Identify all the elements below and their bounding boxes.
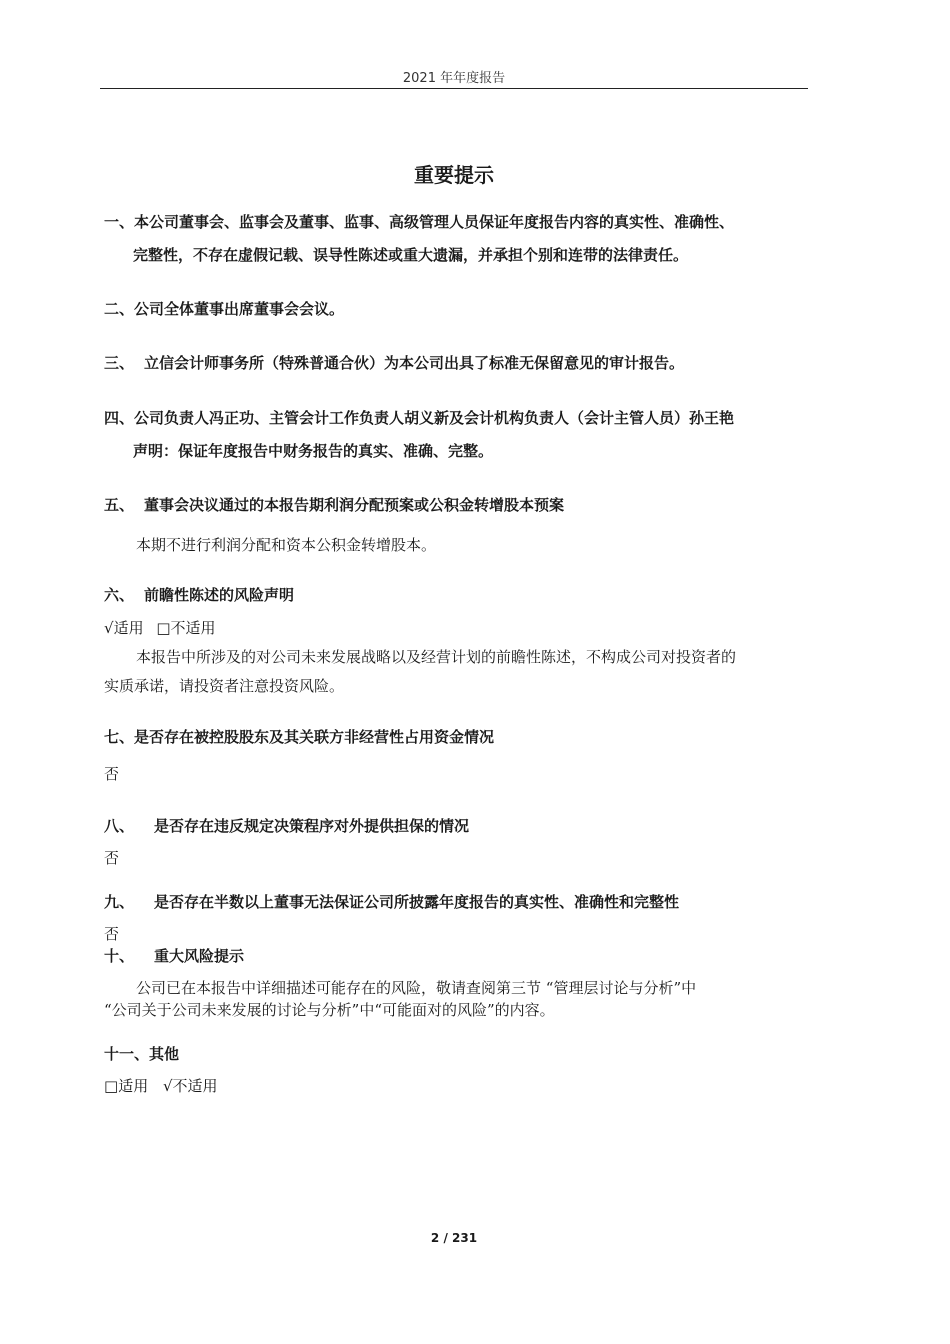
running-header: 2021 年年度报告 xyxy=(402,71,506,86)
item-10-heading-text: 重大风险提示 xyxy=(154,947,245,965)
item-10-body-line-1: 公司已在本报告中详细描述可能存在的风险，敬请查阅第三节 “管理层讨论与分析”中 xyxy=(136,979,697,997)
item-4-number: 四、 xyxy=(104,409,135,427)
item-9-number: 九、 xyxy=(104,893,135,911)
item-10-number: 十、 xyxy=(104,947,135,965)
item-7-heading xyxy=(104,726,494,747)
item-11-not-applicable-label: 不适用 xyxy=(172,1077,218,1095)
item-6-not-applicable-label: 不适用 xyxy=(170,619,216,637)
item-6-body-line-1: 本报告中所涉及的对公司未来发展战略以及经营计划的前瞻性陈述，不构成公司对投资者的 xyxy=(136,648,737,666)
item-2 xyxy=(104,298,344,319)
item-8-answer: 否 xyxy=(104,849,120,867)
item-10-heading xyxy=(104,945,244,966)
item-7-answer: 否 xyxy=(104,765,120,783)
item-6-heading xyxy=(104,584,294,605)
item-5-body: 本期不进行利润分配和资本公积金转增股本。 xyxy=(136,536,437,554)
item-1-number: 一、 xyxy=(104,213,135,231)
item-9-heading-text: 是否存在半数以上董事无法保证公司所披露年度报告的真实性、准确性和完整性 xyxy=(154,893,680,911)
item-6-heading-text: 前瞻性陈述的风险声明 xyxy=(144,586,295,604)
item-1-text-line-1: 本公司董事会、监事会及董事、监事、高级管理人员保证年度报告内容的真实性、准确性、 xyxy=(134,213,735,231)
item-11-applicable-label: 适用 xyxy=(118,1077,149,1095)
item-8-heading-text: 是否存在违反规定决策程序对外提供担保的情况 xyxy=(154,817,470,835)
item-4-text-line-2: 声明：保证年度报告中财务报告的真实、准确、完整。 xyxy=(133,442,494,460)
item-10-body-line-2: “公司关于公司未来发展的讨论与分析”中“可能面对的风险”的内容。 xyxy=(104,1001,555,1019)
item-9-answer: 否 xyxy=(104,925,120,943)
item-3 xyxy=(104,352,684,373)
item-6-number: 六、 xyxy=(104,586,135,604)
item-11-number: 十一、 xyxy=(104,1045,150,1063)
checkmark-icon: √ xyxy=(162,1077,173,1095)
item-6-applicability xyxy=(104,617,216,638)
item-11-applicability xyxy=(104,1075,218,1096)
item-3-number: 三、 xyxy=(104,354,135,372)
item-1-line-1 xyxy=(104,211,734,232)
checkmark-icon: √ xyxy=(104,619,114,637)
item-11-heading xyxy=(104,1043,179,1064)
item-5-heading-text: 董事会决议通过的本报告期利润分配预案或公积金转增股本预案 xyxy=(144,496,565,514)
page-number: 2 / 231 xyxy=(430,1231,478,1245)
empty-checkbox-icon: □ xyxy=(104,1077,119,1095)
item-2-number: 二、 xyxy=(104,300,135,318)
item-11-heading-text: 其他 xyxy=(149,1045,180,1063)
item-2-text: 公司全体董事出席董事会会议。 xyxy=(134,300,345,318)
header-rule xyxy=(100,88,808,89)
item-6-applicable-label: 适用 xyxy=(113,619,144,637)
item-5-number: 五、 xyxy=(104,496,135,514)
item-7-heading-text: 是否存在被控股股东及其关联方非经营性占用资金情况 xyxy=(134,728,495,746)
item-3-text: 立信会计师事务所（特殊普通合伙）为本公司出具了标准无保留意见的审计报告。 xyxy=(144,354,685,372)
item-6-body-line-2: 实质承诺，请投资者注意投资风险。 xyxy=(104,677,345,695)
empty-checkbox-icon: □ xyxy=(156,619,171,637)
item-8-number: 八、 xyxy=(104,817,135,835)
item-4-text-line-1: 公司负责人冯正功、主管会计工作负责人胡义新及会计机构负责人（会计主管人员）孙王艳 xyxy=(134,409,735,427)
item-5-heading xyxy=(104,494,564,515)
item-9-heading xyxy=(104,891,679,912)
item-4-line-1 xyxy=(104,407,734,428)
item-7-number: 七、 xyxy=(104,728,135,746)
item-8-heading xyxy=(104,815,469,836)
item-1-text-line-2: 完整性，不存在虚假记载、误导性陈述或重大遗漏，并承担个别和连带的法律责任。 xyxy=(133,246,689,264)
page-title: 重要提示 xyxy=(414,163,494,187)
